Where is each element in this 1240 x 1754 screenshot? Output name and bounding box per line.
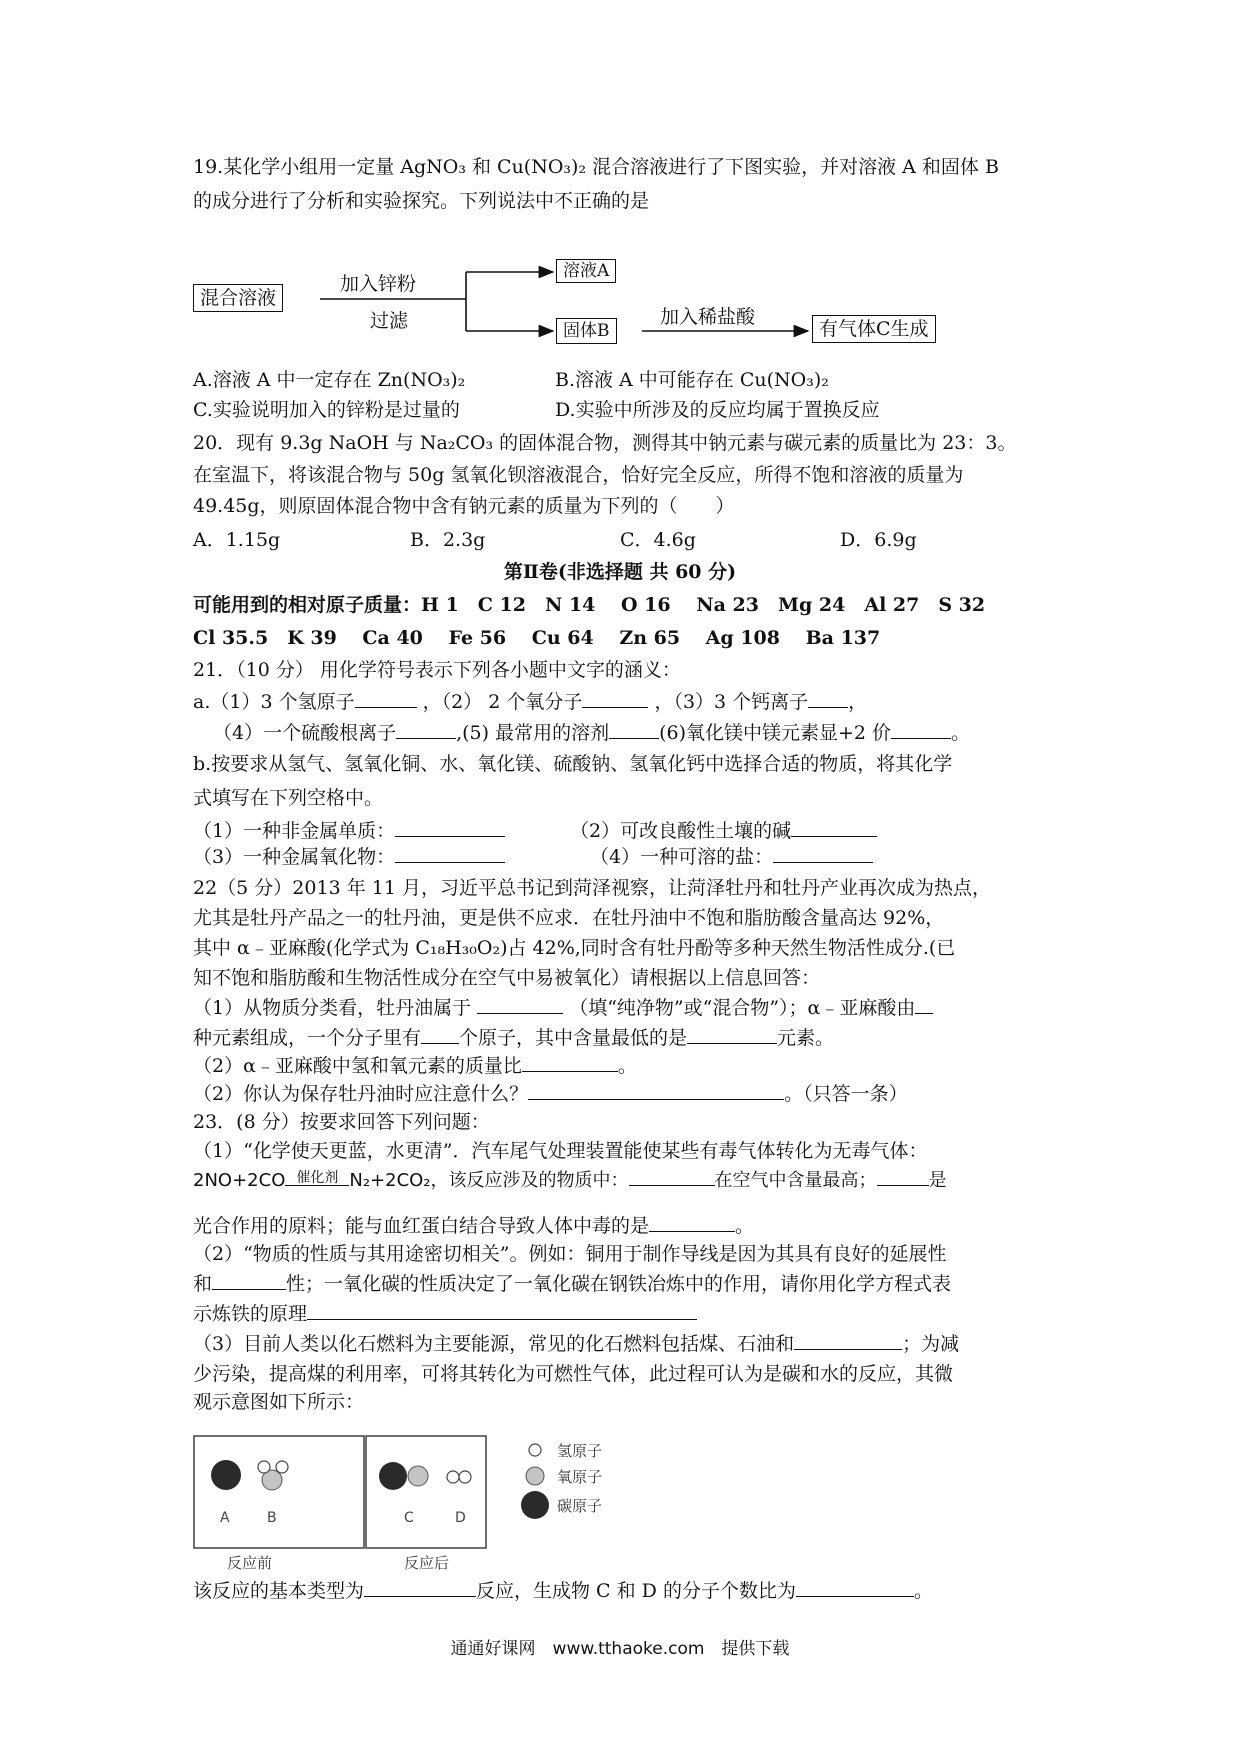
atomic-masses-line2: Cl 35.5 K 39 Ca 40 Fe 56 Cu 64 Zn 65 Ag 108 Ba 137: [193, 627, 881, 649]
q21-a5: ,(5) 最常用的溶剂: [456, 722, 610, 744]
q23-l5a: 和: [193, 1273, 213, 1295]
hydrogen-atom-d1: [447, 1471, 459, 1483]
q22-line4: 知不饱和脂肪酸和生物活性成分在空气中易被氧化）请根据以上信息回答：: [193, 967, 821, 989]
label-filter: 过滤: [370, 310, 409, 332]
q19-line1: 19.某化学小组用一定量 AgNO₃ 和 Cu(NO₃)₂ 混合溶液进行了下图实验，并对溶液 A 和固体 B: [193, 156, 999, 178]
carbon-atom-a: [211, 1460, 241, 1490]
q20-line3: 49.45g，则原固体混合物中含有钠元素的质量为下列的（ ）: [193, 495, 735, 517]
q21-heading: 21．（10 分） 用化学符号表示下列各小题中文字的涵义：: [193, 659, 681, 681]
q21-b-p4: （4）一种可溶的盐：: [590, 846, 774, 868]
q22-l6b: 个原子，其中含量最低的是: [459, 1027, 688, 1049]
hydrogen-atom-d2: [459, 1471, 471, 1483]
label-add-hcl: 加入稀盐酸: [660, 306, 756, 328]
box-gas-c: 有气体C生成: [812, 315, 936, 343]
q23-line1: （1）“化学使天更蓝，水更清”．汽车尾气处理装置能使某些有毒气体转化为无毒气体：: [193, 1140, 928, 1162]
q19-option-d: D.实验中所涉及的反应均属于置换反应: [555, 399, 880, 421]
q22-l6a: 种元素组成，一个分子里有: [193, 1027, 422, 1049]
carbon-atom-c: [379, 1462, 407, 1490]
q23-l6: 示炼铁的原理: [193, 1303, 308, 1325]
q23-l10b: 反应，生成物 C 和 D 的分子个数比为: [476, 1580, 796, 1602]
q23-line8: 少污染，提高煤的利用率，可将其转化为可燃性气体，此过程可认为是碳和水的反应，其微: [193, 1363, 954, 1385]
footer-source: 通通好课网 www.tthaoke.com 提供下载: [450, 1639, 790, 1659]
q20-option-d: D．6.9g: [840, 529, 917, 551]
q19-option-b: B.溶液 A 中可能存在 Cu(NO₃)₂: [555, 369, 829, 391]
q19-option-c: C.实验说明加入的锌粉是过量的: [193, 399, 460, 421]
q23-eq-mid: 在空气中含量最高；: [714, 1170, 877, 1191]
catalyst-arrow: 催化剂: [285, 1171, 349, 1186]
q21-a3: ，（3）3 个钙离子: [654, 691, 809, 713]
q22-l7a: （2）α﹣亚麻酸中氢和氧元素的质量比: [193, 1055, 522, 1077]
blank-molecule-ratio: [796, 1577, 914, 1597]
hydrogen-atom-b1: [258, 1461, 270, 1473]
section2-title: 第Ⅱ卷(非选择题 共 60 分): [503, 561, 737, 583]
q22-l6c: 元素。: [777, 1027, 835, 1049]
q23-eq-left: 2NO+2CO: [193, 1170, 286, 1191]
legend-oxygen-icon: [526, 1467, 544, 1485]
q23-l10c: 。: [913, 1580, 933, 1602]
label-d: D: [455, 1510, 466, 1526]
legend-hydrogen-icon: [529, 1444, 541, 1456]
legend-oxygen: 氧原子: [557, 1468, 603, 1486]
label-b: B: [267, 1510, 277, 1526]
q20-option-a: A．1.15g: [193, 529, 281, 551]
q21-b-p3: （3）一种金属氧化物：: [193, 846, 396, 868]
q23-eq-right: N₂+2CO₂，该反应涉及的物质中：: [349, 1170, 629, 1191]
q21-a4: （4）一个硫酸根离子: [213, 722, 397, 744]
box-solution-a: 溶液A: [556, 259, 616, 283]
label-add-zinc: 加入锌粉: [340, 273, 417, 295]
q20-option-c: C．4.6g: [620, 529, 696, 551]
q19-option-a: A.溶液 A 中一定存在 Zn(NO₃)₂: [193, 369, 466, 391]
q21-part-a-line1: a.（1）3 个氢原子 ，（2） 2 个氧分子 ，（3）3 个钙离子 ，: [193, 688, 867, 716]
q20-option-b: B．2.3g: [410, 529, 486, 551]
q23-line4: （2）“物质的性质与其用途密切相关”。例如：铜用于制作导线是因为其具有良好的延展性: [193, 1243, 947, 1265]
q20-line1: 20．现有 9.3g NaOH 与 Na₂CO₃ 的固体混合物，测得其中钠元素与碳元素的质量比为 23：3。: [193, 432, 1017, 454]
blank-reaction-type: [364, 1577, 476, 1597]
q21-part-a-line2: （4）一个硫酸根离子 ,(5) 最常用的溶剂 (6)氧化镁中镁元素显+2 价 。: [213, 719, 970, 747]
q23-eq-end: 是: [928, 1170, 947, 1191]
label-before-reaction: 反应前: [227, 1554, 273, 1572]
atomic-masses-line1: 可能用到的相对原子质量：H 1 C 12 N 14 O 16 Na 23 Mg 24 Al 27 S 32: [193, 594, 986, 616]
before-box: [194, 1436, 364, 1548]
oxygen-atom-c: [408, 1466, 428, 1486]
q23-l7b: ；为减: [902, 1333, 960, 1355]
q22-line3: 其中 α﹣亚麻酸(化学式为 C₁₈H₃₀O₂)占 42%,同时含有牡丹酚等多种天然生物活性成分.(已: [193, 937, 956, 959]
q23-heading: 23．(8 分）按要求回答下列问题：: [193, 1111, 490, 1133]
q22-l8a: （2）你认为保存牡丹油时应注意什么？: [193, 1083, 529, 1105]
q23-l10a: 该反应的基本类型为: [193, 1580, 365, 1602]
legend-carbon: 碳原子: [557, 1497, 603, 1515]
label-c: C: [404, 1510, 414, 1526]
q22-l8b: 。（只答一条）: [784, 1083, 908, 1105]
box-mixed-solution: 混合溶液: [193, 284, 283, 312]
q21-b-line2: 式填写在下列空格中。: [193, 787, 384, 809]
q19-line2: 的成分进行了分析和实验探究。下列说法中不正确的是: [193, 190, 650, 212]
box-solid-b: 固体B: [556, 318, 617, 344]
q21-a6: (6)氧化镁中镁元素显+2 价: [659, 722, 892, 744]
q22-l5a: （1）从物质分类看，牡丹油属于: [193, 997, 472, 1019]
q23-l3a: 光合作用的原料；能与血红蛋白结合导致人体中毒的是: [193, 1215, 650, 1237]
q21-a2: ，（2） 2 个氧分子: [422, 691, 583, 713]
legend-carbon-icon: [521, 1491, 549, 1519]
q21-b-p1: （1）一种非金属单质：: [193, 820, 396, 842]
q21-b-p2: （2）可改良酸性土壤的碱: [570, 820, 792, 842]
q23-l7a: （3）目前人类以化石燃料为主要能源，常见的化石燃料包括煤、石油和: [193, 1333, 795, 1355]
after-box: [366, 1436, 486, 1548]
label-after-reaction: 反应后: [404, 1554, 450, 1572]
q21-a1: a.（1）3 个氢原子: [193, 691, 355, 713]
q22-l7b: 。: [617, 1055, 637, 1077]
q23-l3b: 。: [735, 1215, 755, 1237]
q20-line2: 在室温下，将该混合物与 50g 氢氧化钡溶液混合，恰好完全反应，所得不饱和溶液的质量为: [193, 464, 964, 486]
q22-line2: 尤其是牡丹产品之一的牡丹油，更是供不应求．在牡丹油中不饱和脂肪酸含量高达 92%，: [193, 907, 945, 929]
label-a: A: [220, 1510, 230, 1526]
legend-hydrogen: 氢原子: [557, 1442, 603, 1460]
q23-l5b: 性；一氧化碳的性质决定了一氧化碳在钢铁冶炼中的作用，请你用化学方程式表: [286, 1273, 952, 1295]
q22-l5b: （填“纯净物”或“混合物”）；α﹣亚麻酸由: [569, 997, 916, 1019]
q22-line1: 22（5 分）2013 年 11 月，习近平总书记到菏泽视察，让菏泽牡丹和牡丹产业再次成为热点，: [193, 877, 991, 899]
q23-line10: [193, 1577, 933, 1605]
q21-b-line1: b.按要求从氢气、氢氧化铜、水、氧化镁、硫酸钠、氢氧化钙中选择合适的物质，将其化学: [193, 753, 953, 775]
hydrogen-atom-b2: [276, 1461, 288, 1473]
q23-line9: 观示意图如下所示：: [193, 1391, 365, 1413]
